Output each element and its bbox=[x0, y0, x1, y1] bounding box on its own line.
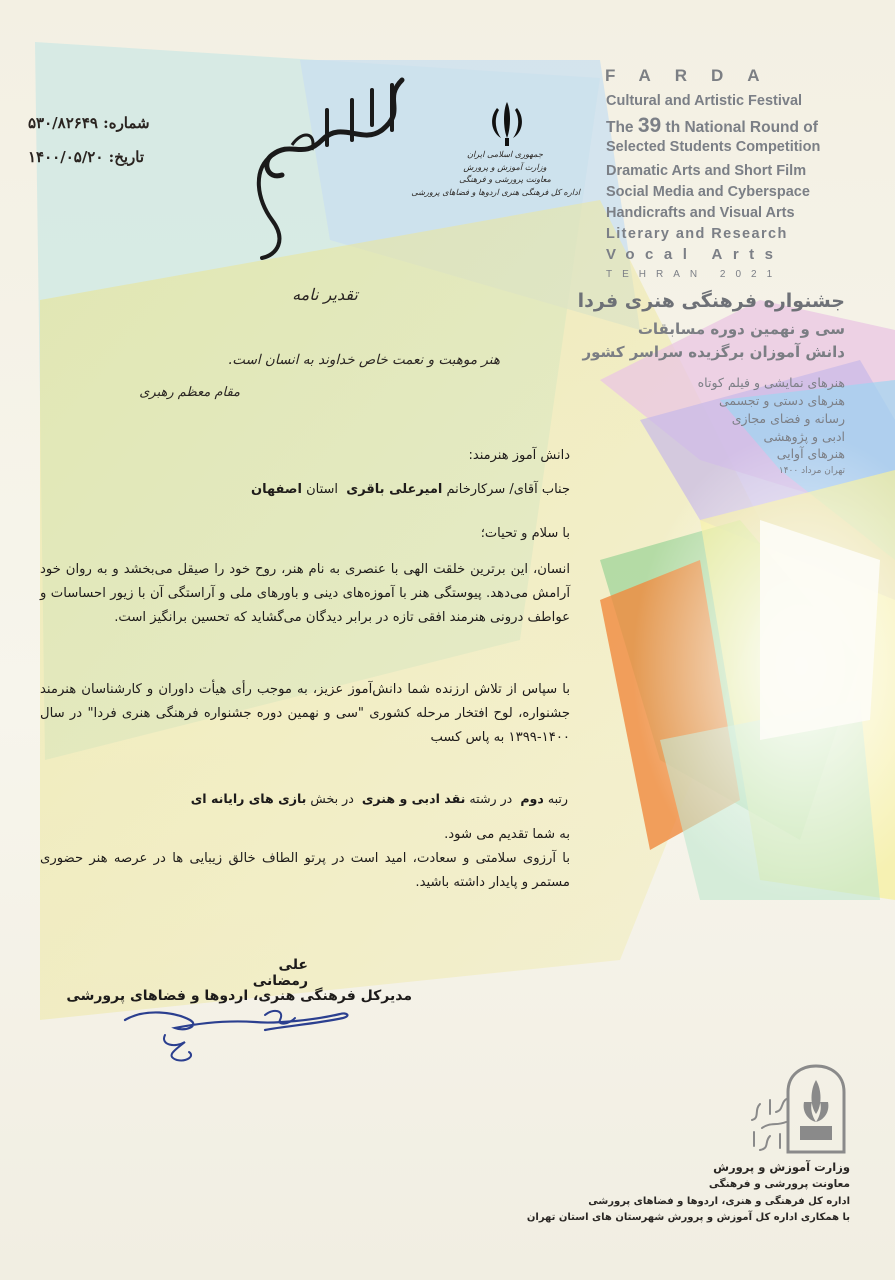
seal-calligraphy bbox=[740, 1092, 792, 1152]
letter-number bbox=[28, 114, 178, 132]
letter-date-value: ۱۴۰۰/۰۵/۲۰ bbox=[28, 148, 104, 166]
presentation-sentence: به شما تقدیم می شود. bbox=[444, 827, 570, 842]
letter-date bbox=[28, 148, 178, 166]
festival-fa-section: ادبی و پژوهشی bbox=[763, 429, 845, 444]
festival-en-line: Selected Students Competition bbox=[606, 139, 821, 155]
footer-deputy: معاونت پرورشی و فرهنگی bbox=[708, 1178, 850, 1190]
rank-value: دوم bbox=[520, 791, 544, 806]
festival-brand: FARDA bbox=[605, 66, 784, 85]
footer-ministry: وزارت آموزش و پرورش bbox=[713, 1160, 850, 1174]
body-paragraph-2: با سپاس از تلاش ارزنده شما دانش‌آموز عزیز، به موجب رأی هیأت داوران و کارشناسان هنرمند جشنواره، لوح افتخار مرحله کشوری "سی و نهمین دوره جشنواره فرهنگی هنری فردا" در سال ۱۴۰۰-۱۳۹۹ به پاس کسب bbox=[40, 682, 570, 745]
letter-number-value: ۵۳۰/۸۲۶۴۹ bbox=[28, 114, 98, 132]
footer-partner: با همکاری اداره کل آموزش و پرورش شهرستان های استان تهران bbox=[526, 1212, 850, 1223]
festival-en-line: Cultural and Artistic Festival bbox=[606, 93, 803, 109]
province-name: اصفهان bbox=[251, 482, 302, 497]
festival-en-line: Dramatic Arts and Short Film bbox=[606, 163, 807, 179]
body-paragraph-3 bbox=[40, 823, 570, 894]
signer-name: علی رمضانی bbox=[252, 957, 308, 989]
quote-source: مقام معظم رهبری bbox=[139, 385, 240, 400]
section-label: در بخش bbox=[310, 791, 354, 806]
festival-en-city: TEHRAN 2021 bbox=[606, 269, 783, 280]
addressee-line bbox=[251, 482, 570, 497]
festival-fa-section: هنرهای نمایشی و فیلم کوتاه bbox=[697, 375, 845, 390]
award-details bbox=[191, 791, 568, 806]
ministry-line: اداره کل فرهنگی هنری اردوها و فضاهای پرورشی bbox=[411, 186, 580, 197]
quote-text: هنر موهبت و نعمت خاص خداوند به انسان است. bbox=[228, 352, 500, 368]
student-name: امیرعلی باقری bbox=[346, 482, 443, 497]
ministry-line: وزارت آموزش و پرورش bbox=[463, 161, 547, 172]
iran-emblem-icon bbox=[485, 98, 529, 148]
basmala-calligraphy bbox=[232, 70, 432, 260]
festival-en-part: The bbox=[606, 119, 638, 136]
field-value: نقد ادبی و هنری bbox=[361, 791, 466, 806]
handwritten-signature bbox=[115, 990, 355, 1070]
festival-fa-section: هنرهای آوایی bbox=[776, 446, 845, 461]
festival-round-number: 39 bbox=[637, 114, 662, 137]
salutation-prefix: جناب آقای/ سرکارخانم bbox=[446, 482, 570, 497]
greeting: با سلام و تحیات؛ bbox=[480, 526, 570, 541]
certificate-title: تقدیر نامه bbox=[292, 285, 358, 304]
closing-wishes: با آرزوی سلامتی و سعادت، امید است در پرتو الطاف خالق زیبایی ها در عرصه هنر حضوری مستمر و پایدار داشته باشید. bbox=[40, 850, 570, 890]
festival-fa-date: تهران مرداد ۱۴۰۰ bbox=[778, 466, 845, 476]
rank-label: رتبه bbox=[547, 791, 568, 806]
festival-en-line: Social Media and Cyberspace bbox=[606, 184, 810, 200]
festival-fa-title: جشنواره فرهنگی هنری فردا bbox=[577, 290, 845, 312]
ministry-line: جمهوری اسلامی ایران bbox=[467, 149, 543, 159]
province-label: استان bbox=[306, 482, 339, 497]
festival-fa-line: سی و نهمین دوره مسابقات bbox=[637, 320, 845, 338]
addressee-label: دانش آموز هنرمند: bbox=[468, 448, 570, 463]
ministry-header bbox=[411, 148, 580, 198]
field-label: در رشته bbox=[469, 791, 513, 806]
festival-fa-line: دانش آموزان برگزیده سراسر کشور bbox=[582, 343, 845, 361]
festival-en-line: Literary and Research bbox=[606, 226, 788, 242]
festival-fa-section: هنرهای دستی و تجسمی bbox=[719, 393, 845, 408]
festival-en-line: Handicrafts and Visual Arts bbox=[606, 205, 795, 221]
letter-number-label: شماره: bbox=[103, 114, 150, 132]
festival-fa-section: رسانه و فضای مجازی bbox=[731, 411, 845, 426]
ministry-seal-icon bbox=[782, 1062, 850, 1158]
signer-title: مدیرکل فرهنگی هنری، اردوها و فضاهای پرورشی bbox=[66, 988, 412, 1004]
letter-date-label: تاریخ: bbox=[108, 148, 145, 166]
festival-en-part: th National Round of bbox=[661, 119, 818, 136]
ministry-line: معاونت پرورشی و فرهنگی bbox=[459, 174, 551, 184]
body-paragraph-1: انسان، این برترین خلقت الهی با عنصری به نام هنر، روح خود را صیقل می‌بخشد و به روان خود آرامش می‌دهد. پیوستگی هنر با آموزه‌های دینی و باورهای ملی و آراستگی آن با زیور احساسات و عواطف درونی هنرمند افقی تازه در برابر دیدگان می‌گشاید که تحسین برانگیز است. bbox=[40, 562, 570, 625]
festival-en-line: Vocal Arts bbox=[606, 246, 784, 263]
section-value: بازی های رایانه ای bbox=[190, 791, 307, 806]
festival-en-line bbox=[606, 114, 851, 138]
footer-department: اداره کل فرهنگی و هنری، اردوها و فضاهای پرورشی bbox=[588, 1196, 850, 1207]
